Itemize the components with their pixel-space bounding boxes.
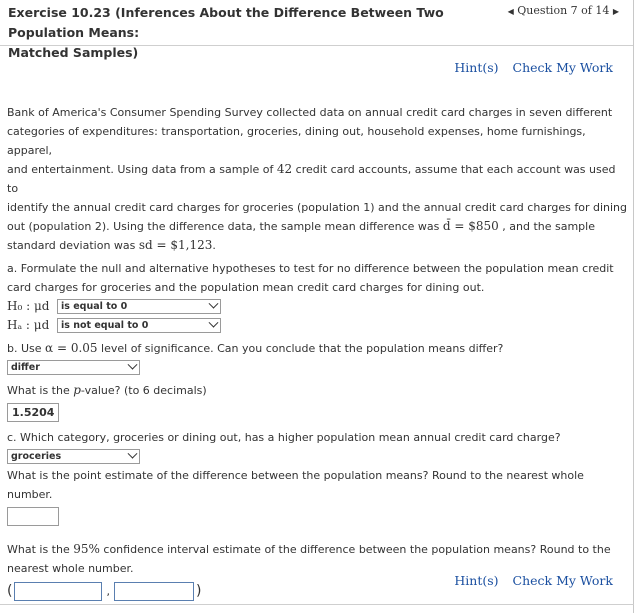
problem-statement: Bank of America's Consumer Spending Survey collected data on annual credit card charges in seven different categories of expenditures: transportation, groceries, dining out, household expenses, home furnishings, apparel, and entertainment. Using data from a sample of 42 credit card accounts, assume that each account was used to identify the annual credit card charges for groceries (population 1) and the annual credit card charges for dining out (population 2). Using the difference data, the sample mean difference was d̄ = $850 , and the sample standard deviation was sd = $1,123. — [7, 106, 627, 252]
mean-difference: d̄ = $850 — [442, 219, 499, 233]
ci-lower-input[interactable] — [14, 582, 102, 601]
h0-row — [7, 297, 627, 316]
chevron-down-icon — [209, 299, 219, 309]
ha-row — [7, 316, 627, 335]
part-c: c. Which category, groceries or dining out, has a higher population mean annual credit card charge? groceries What is the point estimate of the difference between the population means? Round to the nearest whole number. What is the 95% confidence interval estimate of the difference between the population means? Round to the nearest whole number. ( , ) — [7, 428, 627, 602]
bottom-links — [444, 573, 613, 588]
chevron-down-icon — [128, 449, 138, 459]
exercise-title: Exercise 10.23 (Inferences About the Difference Between Two Population Means: Matched Samples) — [8, 5, 444, 60]
question-counter: Question 7 of 14 — [517, 4, 610, 17]
top-links — [444, 60, 613, 75]
check-my-work-link[interactable]: Check My Work — [512, 60, 613, 75]
ha-label: Hₐ : μd — [7, 318, 50, 332]
ci-upper-input[interactable] — [114, 582, 194, 601]
ha-select[interactable]: is not equal to 0 — [57, 318, 221, 333]
hint-link-bottom[interactable]: Hint(s) — [454, 573, 499, 588]
question-nav — [508, 3, 619, 20]
part-a: a. Formulate the null and alternative hypotheses to test for no difference between the population mean credit card charges for groceries and the population mean credit card charges for dining out. H₀ : μd is equal to 0 Hₐ : μd is not equal to 0 — [7, 259, 627, 335]
ci-row: ( , ) — [7, 582, 202, 599]
p-value-input[interactable]: 1.5204 — [7, 403, 59, 422]
exercise-header — [0, 0, 633, 60]
prev-question-icon[interactable]: ◀ — [507, 7, 514, 16]
part-b: b. Use α = 0.05 level of significance. Can you conclude that the population means differ? differ What is the p-value? (to 6 decimals) 1.5204 — [7, 339, 627, 422]
divider — [0, 604, 634, 605]
hint-link[interactable]: Hint(s) — [454, 60, 499, 75]
chevron-down-icon — [209, 318, 219, 328]
chevron-down-icon — [128, 360, 138, 370]
check-my-work-link-bottom[interactable]: Check My Work — [512, 573, 613, 588]
question-content — [7, 103, 627, 602]
category-select[interactable]: groceries — [7, 449, 140, 464]
h0-label: H₀ : μd — [7, 299, 50, 313]
conclusion-select[interactable]: differ — [7, 360, 140, 375]
next-question-icon[interactable]: ▶ — [612, 7, 619, 16]
std-deviation: sd = $1,123 — [138, 238, 213, 252]
h0-select[interactable]: is equal to 0 — [57, 299, 221, 314]
point-estimate-input[interactable] — [7, 507, 59, 526]
